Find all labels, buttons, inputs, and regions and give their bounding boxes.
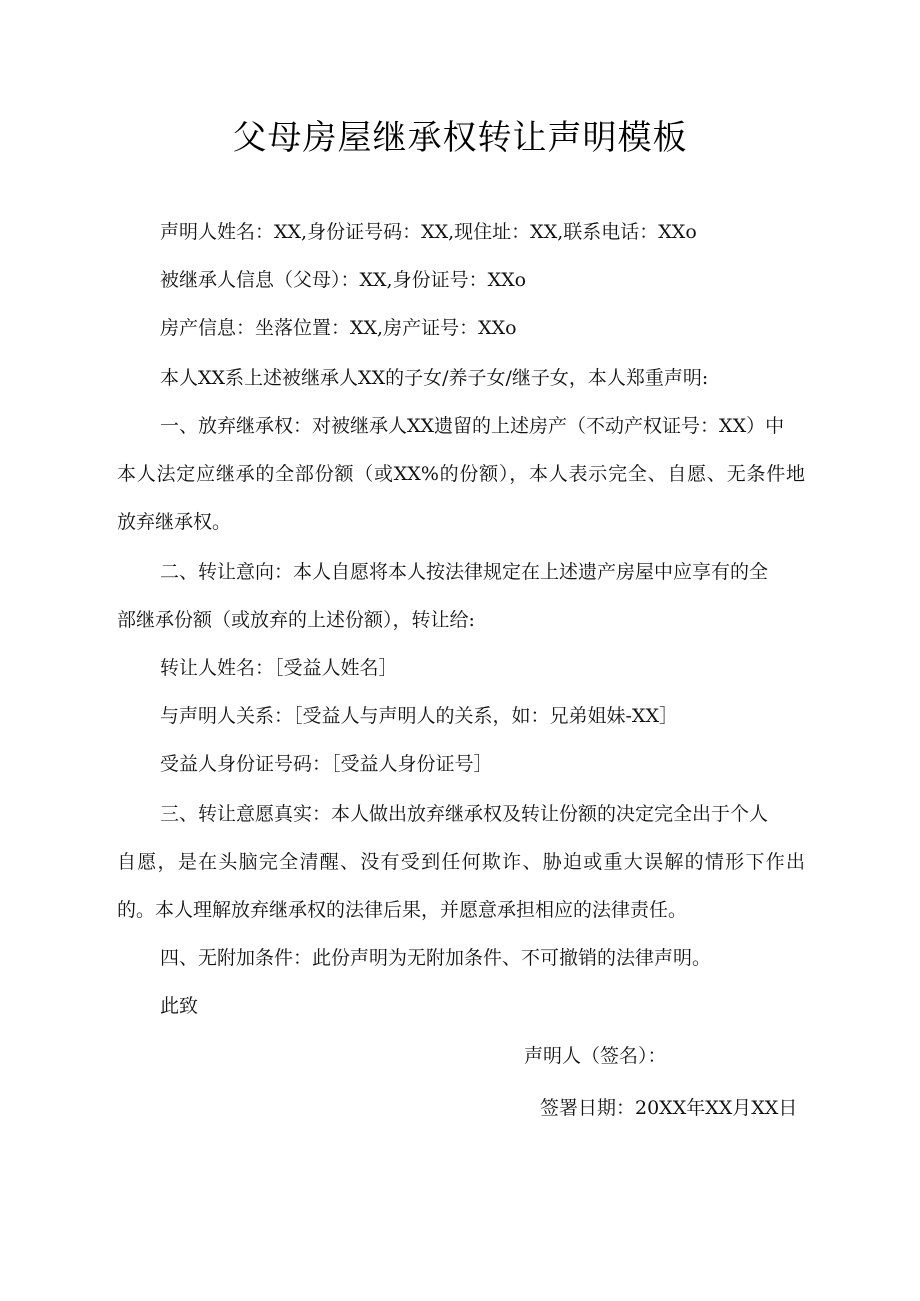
decedent-info-line: 被继承人信息（父母）：XX,身份证号：XXo [160, 269, 527, 291]
clause2-line1: 二、转让意向：本人自愿将本人按法律规定在上述遗产房屋中应享有的全 [160, 561, 769, 583]
clause3-line3: 的。本人理解放弃继承权的法律后果，并愿意承担相应的法律责任。 [117, 899, 688, 921]
transferee-id-line: 受益人身份证号码：［受益人身份证号］ [160, 753, 493, 775]
transferee-relation-line: 与声明人关系：［受益人与声明人的关系，如：兄弟姐妹-XX］ [160, 705, 678, 727]
declarant-info-line: 声明人姓名：XX,身份证号码：XX,现住址：XX,联系电话：XXo [160, 221, 697, 243]
transferee-name-line: 转让人姓名：［受益人姓名］ [160, 657, 398, 679]
signature-label: 声明人（签名）： [524, 1045, 667, 1067]
clause2-line2: 部继承份额（或放弃的上述份额），转让给: [117, 609, 475, 631]
clause3-line2: 自愿，是在头脑完全清醒、没有受到任何欺诈、胁迫或重大误解的情形下作出 [117, 851, 805, 873]
clause1-line1: 一、放弃继承权：对被继承人XX遗留的上述房产（不动产权证号：XX）中 [160, 415, 785, 437]
relationship-statement-line: 本人XX系上述被继承人XX的子女/养子女/继子女，本人郑重声明: [160, 367, 709, 389]
document-title: 父母房屋继承权转让声明模板 [232, 118, 688, 158]
clause3-line1: 三、转让意愿真实：本人做出放弃继承权及转让份额的决定完全出于个人 [160, 803, 769, 825]
signing-date-label: 签署日期：20XX年XX月XX日 [540, 1097, 798, 1119]
closing-line: 此致 [160, 995, 199, 1017]
clause4-line: 四、无附加条件：此份声明为无附加条件、不可撤销的法律声明。 [160, 947, 712, 969]
property-info-line: 房产信息：坐落位置：XX,房产证号：XXo [160, 317, 517, 339]
clause1-line3: 放弃继承权。 [117, 511, 232, 533]
clause1-line2: 本人法定应继承的全部份额（或XX%的份额），本人表示完全、自愿、无条件地 [117, 463, 805, 485]
